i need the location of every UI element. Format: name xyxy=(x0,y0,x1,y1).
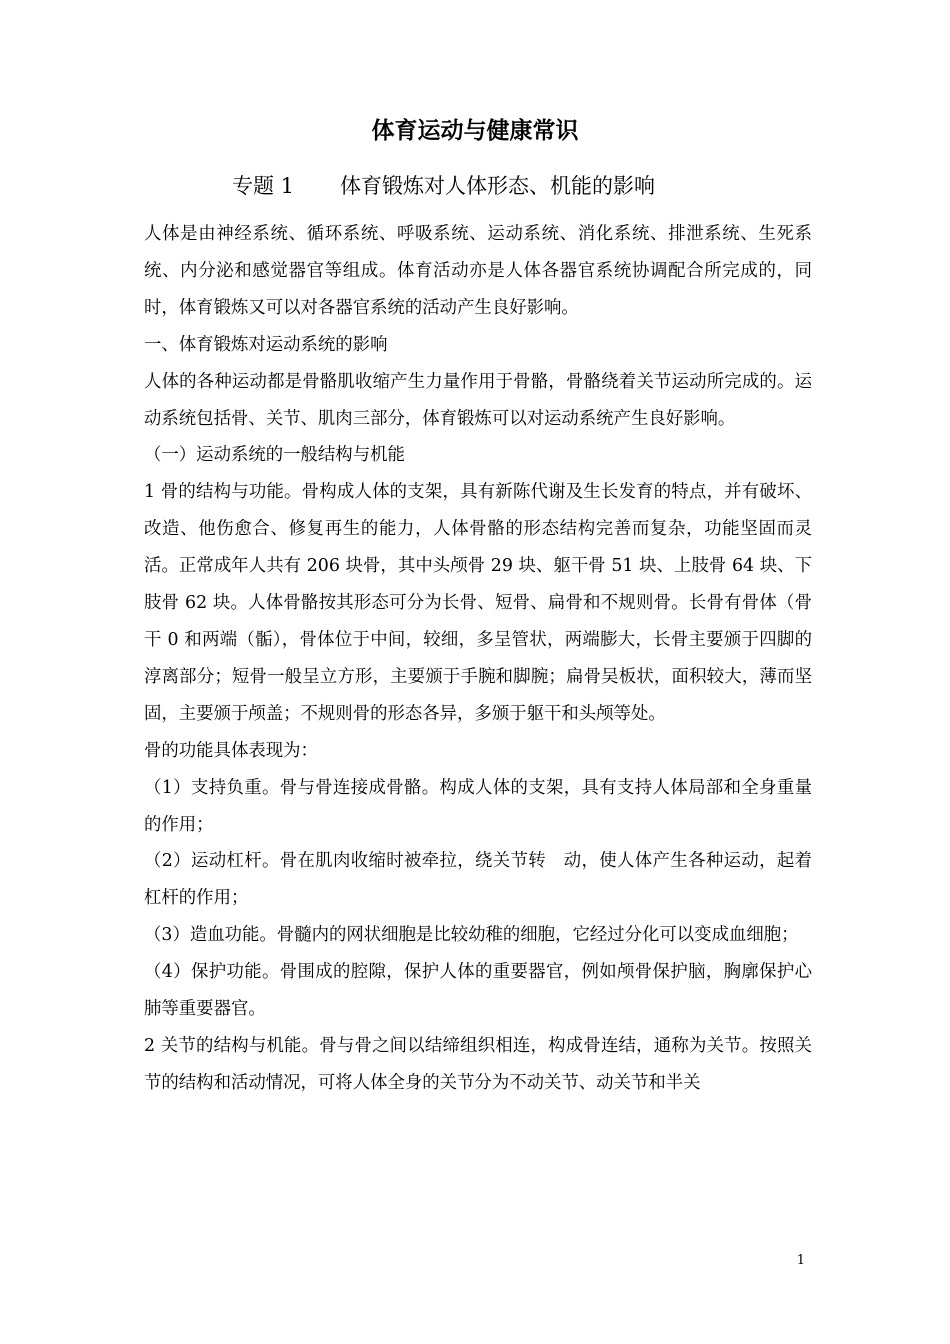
list-item-hematopoiesis: （3）造血功能。骨髓内的网状细胞是比较幼稚的细胞，它经过分化可以变成血细胞； xyxy=(144,925,799,946)
paragraph-intro: 人体是由神经系统、循环系统、呼吸系统、运动系统、消化系统、排泄系统、生死系统、内分泌和感觉器官等组成。体育活动亦是人体各器官系统协调配合所完成的，同时，体育锻炼又可以对各器官系统的活动产生良好影响。 xyxy=(144,224,812,318)
list-item-lever: （2）运动杠杆。骨在肌肉收缩时被牵拉，绕关节转 动，使人体产生各种运动，起着杠杆的作用； xyxy=(144,851,812,909)
paragraph-joints: 2 关节的结构与机能。骨与骨之间以结缔组织相连，构成骨连结，通称为关节。按照关节的结构和活动情况，可将人体全身的关节分为不动关节、动关节和半关 xyxy=(144,1035,812,1093)
section-heading: 一、体育锻炼对运动系统的影响 xyxy=(144,334,388,355)
subtitle-label: 专题 1 xyxy=(232,174,295,198)
subtitle-text: 体育锻炼对人体形态、机能的影响 xyxy=(340,174,656,198)
body-text xyxy=(144,216,812,1102)
paragraph-motion: 人体的各种运动都是骨骼肌收缩产生力量作用于骨骼，骨骼绕着关节运动所完成的。运动系统包括骨、关节、肌肉三部分，体育锻炼可以对运动系统产生良好影响。 xyxy=(144,371,812,429)
section-subtitle xyxy=(232,170,655,202)
paragraph-bone-function-intro: 骨的功能具体表现为： xyxy=(144,740,318,761)
page-number: 1 xyxy=(796,1253,805,1268)
list-item-support: （1）支持负重。骨与骨连接成骨骼。构成人体的支架，具有支持人体局部和全身重量的作用； xyxy=(144,777,812,835)
subsection-heading: （一）运动系统的一般结构与机能 xyxy=(144,445,405,466)
document-title: 体育运动与健康常识 xyxy=(371,118,579,144)
paragraph-bone-structure: 1 骨的结构与功能。骨构成人体的支架，具有新陈代谢及生长发育的特点，并有破坏、改造、他伤愈合、修复再生的能力，人体骨骼的形态结构完善而复杂，功能坚固而灵活。正常成年人共有 206 块骨，其中头颅骨 29 块、躯干骨 51 块、上肢骨 64 块、下肢骨 62 块。人体骨骼按其形态可分为长骨、短骨、扁骨和不规则骨。长骨有骨体（骨干 0 和两端（骺），骨体位于中间，较细，多呈管状，两端膨大，长骨主要颁于四脚的淳离部分；短骨一般呈立方形，主要颁于手腕和脚腕；扁骨吴板状，面积较大，薄而坚固，主要颁于颅盖；不规则骨的形态各异，多颁于躯干和头颅等处。 xyxy=(144,482,812,724)
list-item-protection: （4）保护功能。骨围成的腔隙，保护人体的重要器官，例如颅骨保护脑，胸廓保护心肺等重要器官。 xyxy=(144,962,812,1020)
